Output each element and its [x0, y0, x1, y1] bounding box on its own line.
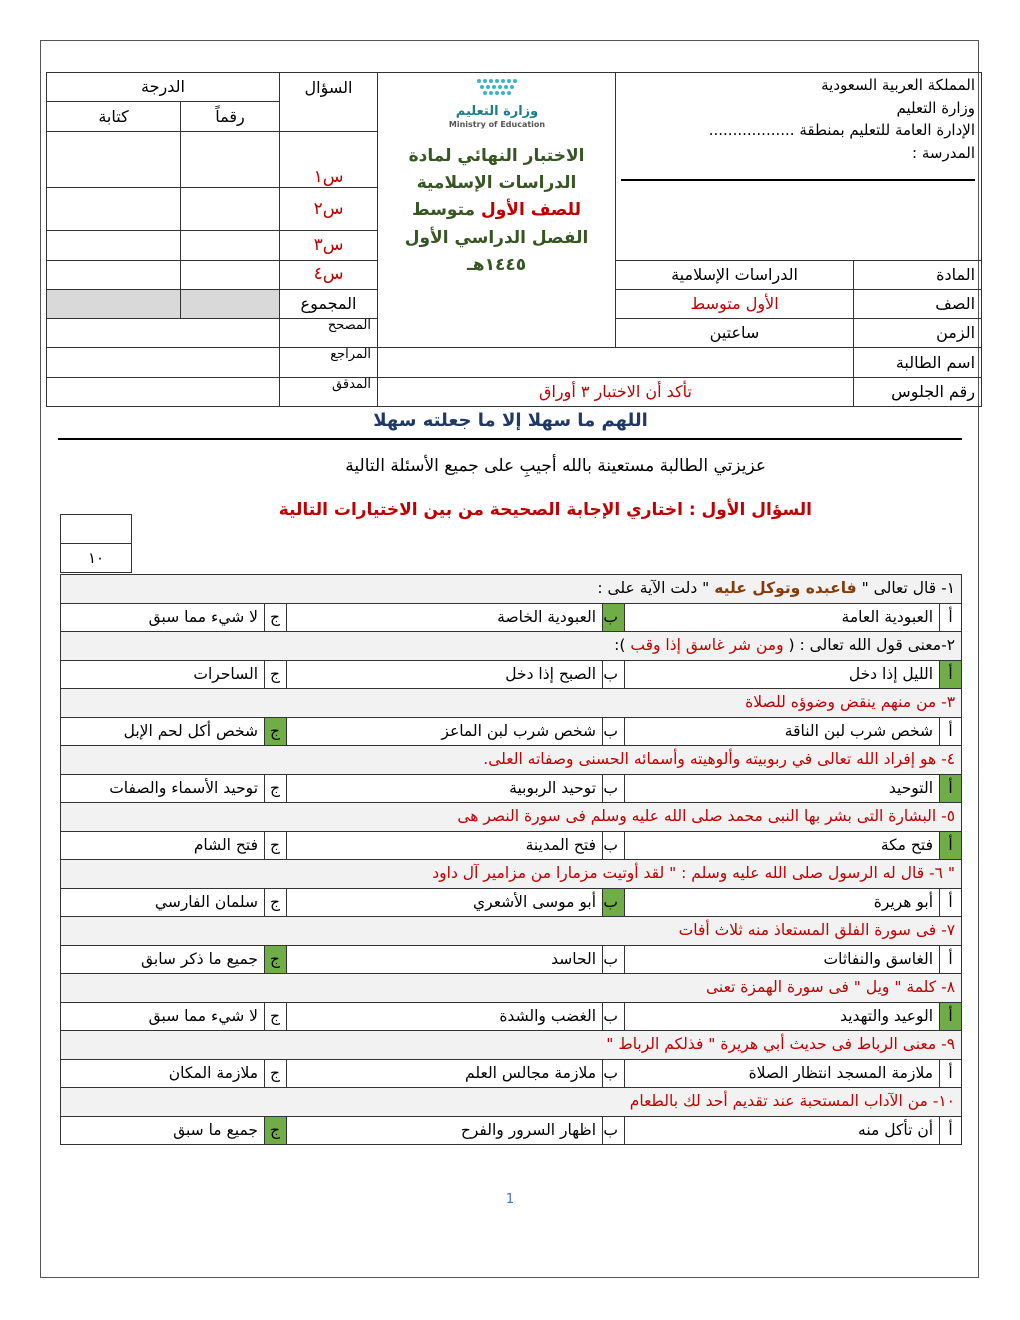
written-col-header: كتابة: [47, 102, 181, 131]
corrector-label: المصحح: [280, 319, 378, 348]
option-letter[interactable]: ج: [265, 888, 287, 917]
question-text: [61, 1031, 962, 1060]
question-row: [61, 803, 962, 832]
option-text[interactable]: العبودية العامة: [625, 603, 940, 632]
option-text[interactable]: فتح الشام: [61, 831, 265, 860]
question-text: [61, 1088, 962, 1117]
grade-value: الأول متوسط: [616, 289, 854, 318]
checker-field[interactable]: [47, 377, 280, 406]
option-text[interactable]: لا شيء مما سبق: [61, 603, 265, 632]
option-text[interactable]: جميع ما سبق: [61, 1116, 265, 1145]
option-text[interactable]: سلمان الفارسي: [61, 888, 265, 917]
checker-label: المدقق: [280, 377, 378, 406]
option-text[interactable]: اظهار السرور والفرح: [287, 1116, 603, 1145]
question-prefix: ٣- من منهم ينقض وضوؤه للصلاة: [745, 693, 956, 712]
answer-row: [61, 945, 962, 974]
question-prefix: ٧- فى سورة الفلق المستعاذ منه ثلاث أفات: [678, 921, 956, 940]
option-text[interactable]: العبودية الخاصة: [287, 603, 603, 632]
option-letter[interactable]: أ: [940, 1002, 962, 1031]
option-text[interactable]: ملازمة المكان: [61, 1059, 265, 1088]
exam-title-3a: للصف الأول: [480, 200, 582, 221]
corrector-field[interactable]: [47, 319, 280, 348]
q2-numeric[interactable]: [181, 188, 280, 231]
q1-numeric[interactable]: [181, 131, 280, 188]
option-letter[interactable]: أ: [940, 774, 962, 803]
question1-score-box: [60, 514, 132, 573]
question1-title: السؤال الأول : اختاري الإجابة الصحيحة من بين الاختيارات التالية: [278, 500, 812, 520]
question-text: [61, 746, 962, 775]
option-text[interactable]: التوحيد: [625, 774, 940, 803]
exam-title-3b: متوسط: [412, 200, 476, 221]
option-text[interactable]: أن تأكل منه: [625, 1116, 940, 1145]
option-letter[interactable]: أ: [940, 1059, 962, 1088]
question-text: [61, 632, 962, 661]
question-prefix: ٩- معنى الرباط فى حديث أبي هريرة " فذلكم الرباط ": [606, 1035, 956, 1054]
question-highlight: ومن شر غاسق إذا وقب: [630, 636, 784, 655]
question-prefix: ١٠- من الآداب المستحبة عند تقديم أحد لك بالطعام: [629, 1092, 956, 1111]
option-letter[interactable]: أ: [940, 717, 962, 746]
option-text[interactable]: الليل إذا دخل: [625, 660, 940, 689]
option-letter[interactable]: ج: [265, 945, 287, 974]
exam-title-block: [378, 73, 616, 348]
option-letter[interactable]: أ: [940, 660, 962, 689]
answer-row: [61, 1116, 962, 1145]
time-label: الزمن: [854, 319, 982, 348]
intro-text: عزيزتي الطالبة مستعينة بالله أجيبِ على جميع الأسئلة التالية: [345, 456, 766, 476]
option-letter[interactable]: ب: [603, 774, 625, 803]
numeric-col-header: رقماً: [181, 102, 280, 131]
total-written: [47, 289, 181, 318]
option-text[interactable]: فتح المدينة: [287, 831, 603, 860]
q1-label: س١: [280, 131, 378, 188]
logo-en-text: Ministry of Education: [448, 120, 545, 129]
q3-numeric[interactable]: [181, 231, 280, 260]
option-letter[interactable]: ج: [265, 774, 287, 803]
ministry-logo-icon: [427, 73, 567, 133]
school-text: المدرسة :: [912, 143, 976, 162]
question-suffix: ):: [614, 636, 626, 655]
kingdom-text: المملكة العربية السعودية: [821, 76, 976, 94]
option-text[interactable]: ملازمة المسجد انتظار الصلاة: [625, 1059, 940, 1088]
question-text: [61, 917, 962, 946]
q1-written[interactable]: [47, 131, 181, 188]
q2-written[interactable]: [47, 188, 181, 231]
option-letter[interactable]: ب: [603, 1059, 625, 1088]
question-col-header: السؤال: [280, 73, 378, 132]
exam-title-1: الاختبار النهائي لمادة: [408, 146, 585, 166]
question-row: [61, 632, 962, 661]
divider: [621, 179, 975, 181]
question-row: [61, 1031, 962, 1060]
exam-header: [46, 72, 982, 407]
q3-label: س٣: [280, 231, 378, 260]
reviewer-label: المراجع: [280, 348, 378, 377]
score-empty-cell: [61, 515, 132, 544]
q4-label: س٤: [280, 260, 378, 289]
score-value: ١٠: [61, 544, 132, 573]
option-text[interactable]: الحاسد: [287, 945, 603, 974]
answer-row: [61, 774, 962, 803]
question-prefix: ١- قال تعالى ": [861, 579, 956, 598]
question-prefix: ٤- هو إفراد الله تعالى في ربوبيته وألوهيته وأسمائه الحسنى وصفاته العلى.: [483, 750, 956, 769]
option-text[interactable]: شخص شرب لبن الماعز: [287, 717, 603, 746]
question-row: [61, 917, 962, 946]
ministry-text: وزارة التعليم: [896, 98, 976, 117]
option-text[interactable]: الغضب والشدة: [287, 1002, 603, 1031]
option-text[interactable]: أبو هريرة: [625, 888, 940, 917]
question-text: [61, 803, 962, 832]
total-numeric: [181, 289, 280, 318]
horizontal-rule: [58, 438, 962, 440]
question-row: [61, 1088, 962, 1117]
subject-label: المادة: [854, 260, 982, 289]
answer-row: [61, 1059, 962, 1088]
option-letter[interactable]: ج: [265, 603, 287, 632]
option-text[interactable]: توحيد الأسماء والصفات: [61, 774, 265, 803]
option-letter[interactable]: ج: [265, 1002, 287, 1031]
option-text[interactable]: جميع ما ذكر سابق: [61, 945, 265, 974]
option-letter[interactable]: ج: [265, 1116, 287, 1145]
question-prefix: ٢-معنى قول الله تعالى : (: [788, 636, 956, 655]
answer-row: [61, 831, 962, 860]
reviewer-field[interactable]: [47, 348, 280, 377]
question-prefix: " ٦- قال له الرسول صلى الله عليه وسلم : " لقد أوتيت مزمارا من مزامير آل داود: [432, 864, 956, 883]
question-text: [61, 575, 962, 604]
option-text[interactable]: لا شيء مما سبق: [61, 1002, 265, 1031]
question-row: [61, 575, 962, 604]
option-letter[interactable]: ج: [265, 1059, 287, 1088]
option-letter[interactable]: ب: [603, 945, 625, 974]
option-letter[interactable]: ب: [603, 888, 625, 917]
option-text[interactable]: فتح مكة: [625, 831, 940, 860]
logo-ar-text: وزارة التعليم: [455, 104, 538, 119]
exam-title-4: الفصل الدراسي الأول: [404, 227, 589, 248]
answer-row: [61, 660, 962, 689]
option-letter[interactable]: ج: [265, 660, 287, 689]
student-label: اسم الطالبة: [854, 348, 982, 377]
exam-title-5: ١٤٤٥هـ: [466, 254, 527, 275]
question-row: [61, 746, 962, 775]
option-letter[interactable]: ب: [603, 1116, 625, 1145]
question-text: [61, 974, 962, 1003]
option-letter[interactable]: أ: [940, 603, 962, 632]
option-text[interactable]: توحيد الربوبية: [287, 774, 603, 803]
option-letter[interactable]: ب: [603, 831, 625, 860]
option-letter[interactable]: أ: [940, 831, 962, 860]
subject-value: الدراسات الإسلامية: [616, 260, 854, 289]
q2-label: س٢: [280, 188, 378, 231]
option-text[interactable]: شخص شرب لبن الناقة: [625, 717, 940, 746]
question-highlight: فاعبده وتوكل عليه: [714, 579, 857, 598]
question-text: [61, 689, 962, 718]
question-row: [61, 860, 962, 889]
exam-title-2: الدراسات الإسلامية: [416, 173, 577, 194]
question-suffix: " دلت الآية على :: [597, 579, 710, 598]
option-letter[interactable]: ب: [603, 660, 625, 689]
pages-note: تأكد أن الاختبار ٣ أوراق: [378, 377, 854, 406]
question-text: [61, 860, 962, 889]
question1-table: [60, 574, 962, 1145]
answer-row: [61, 717, 962, 746]
option-text[interactable]: الوعيد والتهديد: [625, 1002, 940, 1031]
option-letter[interactable]: ج: [265, 717, 287, 746]
q4-written[interactable]: [47, 260, 181, 289]
option-text[interactable]: شخص أكل لحم الإبل: [61, 717, 265, 746]
answer-row: [61, 1002, 962, 1031]
option-text[interactable]: الساحرات: [61, 660, 265, 689]
total-label: المجموع: [280, 289, 378, 318]
prayer-text: اللهم ما سهلا إلا ما جعلته سهلا: [373, 410, 648, 431]
option-text[interactable]: أبو موسى الأشعري: [287, 888, 603, 917]
option-letter[interactable]: أ: [940, 1116, 962, 1145]
question-prefix: ٨- كلمة " ويل " فى سورة الهمزة تعنى: [705, 978, 956, 997]
option-text[interactable]: الغاسق والنفاثات: [625, 945, 940, 974]
option-text[interactable]: الصبح إذا دخل: [287, 660, 603, 689]
option-letter[interactable]: أ: [940, 945, 962, 974]
question-row: [61, 689, 962, 718]
answer-row: [61, 603, 962, 632]
grade-col-header: الدرجة: [47, 73, 280, 102]
school-info: [616, 73, 982, 261]
time-value: ساعتين: [616, 319, 854, 348]
question-row: [61, 974, 962, 1003]
student-name-field[interactable]: [378, 348, 854, 377]
grade-label: الصف: [854, 289, 982, 318]
answer-row: [61, 888, 962, 917]
page-number: 1: [505, 1192, 515, 1207]
q3-written[interactable]: [47, 231, 181, 260]
option-letter[interactable]: ب: [603, 1002, 625, 1031]
option-text[interactable]: ملازمة مجالس العلم: [287, 1059, 603, 1088]
option-letter[interactable]: أ: [940, 888, 962, 917]
option-letter[interactable]: ب: [603, 603, 625, 632]
q4-numeric[interactable]: [181, 260, 280, 289]
question-prefix: ٥- البشارة التى بشر بها النبى محمد صلى الله عليه وسلم فى سورة النصر هى: [457, 807, 956, 826]
administration-text: الإدارة العامة للتعليم بمنطقة ..................: [708, 121, 976, 139]
option-letter[interactable]: ب: [603, 717, 625, 746]
seat-label: رقم الجلوس: [854, 377, 982, 406]
option-letter[interactable]: ج: [265, 831, 287, 860]
